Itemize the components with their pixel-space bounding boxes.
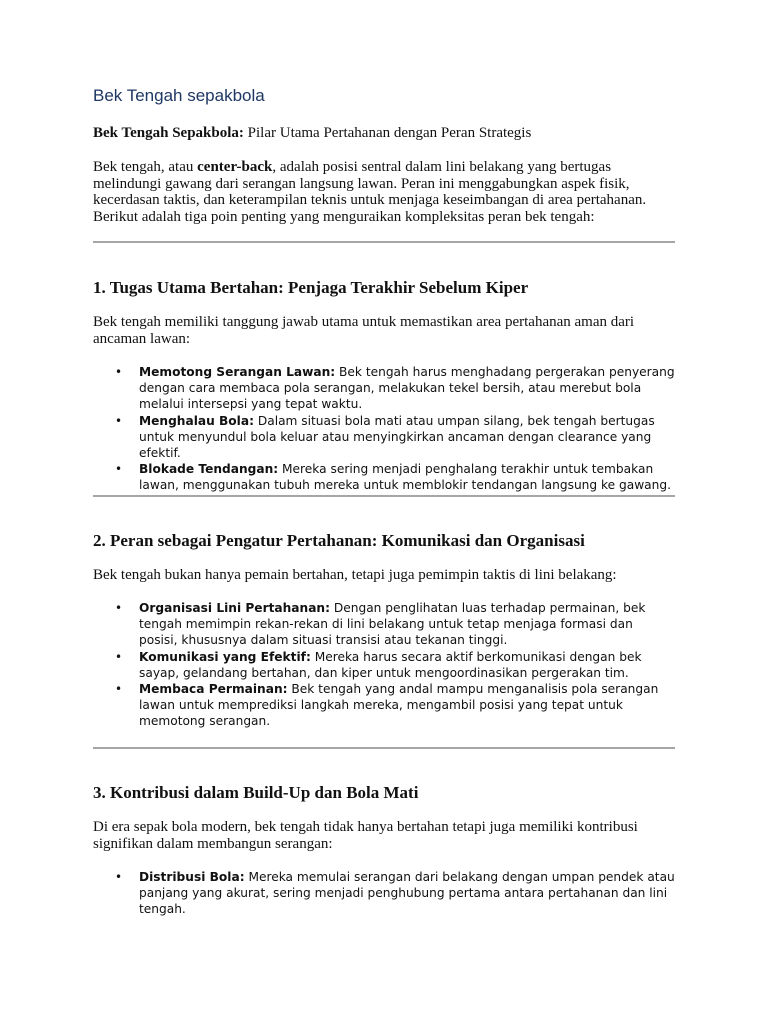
item-label: Membaca Permainan: [139, 682, 288, 697]
item-label: Komunikasi yang Efektif: [139, 649, 311, 664]
section-heading: 2. Peran sebagai Pengatur Pertahanan: Komunikasi dan Organisasi [93, 531, 585, 550]
document-subtitle [93, 125, 675, 142]
divider [93, 747, 675, 749]
bullet-icon: • [115, 413, 123, 428]
item-text: Dalam situasi bola mati atau umpan silang, bek tengah bertugas untuk menyundul bola keluar atau menyingkirkan ancaman dengan clearance yang efektif. [139, 413, 655, 461]
bullet-list [93, 869, 675, 918]
bullet-icon: • [115, 601, 123, 615]
subtitle-bold: Bek Tengah Sepakbola: [93, 125, 244, 141]
item-label: Distribusi Bola: [139, 870, 245, 884]
list-item [93, 649, 675, 681]
item-text: Dengan penglihatan luas terhadap permainan, bek tengah memimpin rekan-rekan di lini belakang untuk tetap menjaga formasi dan posisi, khususnya dalam situasi transisi atau tekanan tinggi. [139, 601, 646, 648]
intro-text-b: , adalah posisi sentral dalam lini belakang yang bertugas melindungi gawang dari serangan langsung lawan. Peran ini menggabungkan aspek fisik, kecerdasan taktis, dan keterampilan teknis untuk menjaga keseimbangan di area pertahanan. Berikut adalah tiga poin penting yang menguraikan kompleksitas peran bek tengah: [93, 159, 647, 225]
bullet-list [93, 600, 675, 730]
item-text: Mereka memulai serangan dari belakang dengan umpan pendek atau panjang yang akurat, sering menjadi penghubung pertama antara pertahanan dan lini tengah. [139, 870, 675, 917]
list-item [93, 681, 675, 730]
item-text: Mereka sering menjadi penghalang terakhir untuk tembakan lawan, menggunakan tubuh mereka untuk memblokir tendangan langsung ke gawang. [139, 462, 671, 493]
intro-bold-term: center-back [197, 159, 273, 175]
section-intro: Di era sepak bola modern, bek tengah tidak hanya bertahan tetapi juga memiliki kontribusi signifikan dalam membangun serangan: [93, 819, 638, 852]
item-text: Mereka harus secara aktif berkomunikasi dengan bek sayap, gelandang bertahan, dan kiper untuk mengoordinasikan pergerakan tim. [139, 649, 642, 680]
subtitle-rest: Pilar Utama Pertahanan dengan Peran Strategis [243, 125, 532, 141]
list-item [93, 869, 675, 918]
section-heading: 1. Tugas Utama Bertahan: Penjaga Terakhir Sebelum Kiper [93, 278, 529, 297]
intro-text-a: Bek tengah, atau [93, 159, 198, 175]
intro-paragraph [93, 159, 675, 225]
section-intro: Bek tengah memiliki tanggung jawab utama untuk memastikan area pertahanan aman dari ancaman lawan: [93, 314, 635, 347]
item-label: Menghalau Bola: [139, 413, 254, 428]
list-item [93, 413, 675, 462]
section-heading: 3. Kontribusi dalam Build-Up dan Bola Mati [93, 783, 419, 802]
bullet-icon: • [115, 462, 123, 477]
divider [93, 241, 675, 243]
bullet-icon: • [115, 870, 123, 884]
item-text: Bek tengah yang andal mampu menganalisis pola serangan lawan untuk memprediksi langkah mereka, mengambil posisi yang tepat untuk memotong serangan. [139, 682, 659, 729]
list-item [93, 600, 675, 649]
divider [93, 495, 675, 497]
bullet-icon: • [115, 649, 123, 664]
document-title: Bek Tengah sepakbola [93, 86, 265, 105]
bullet-icon: • [115, 682, 123, 697]
item-label: Blokade Tendangan: [139, 462, 279, 477]
section-intro: Bek tengah bukan hanya pemain bertahan, tetapi juga pemimpin taktis di lini belakang: [93, 567, 617, 583]
item-label: Organisasi Lini Pertahanan: [139, 601, 330, 615]
item-label: Memotong Serangan Lawan: [139, 365, 336, 379]
item-text: Bek tengah harus menghadang pergerakan penyerang dengan cara membaca pola serangan, melakukan tekel bersih, atau merebut bola melalui intersepsi yang tepat waktu. [139, 365, 675, 412]
bullet-list [93, 364, 675, 494]
bullet-icon: • [115, 365, 123, 379]
list-item [93, 364, 675, 413]
list-item [93, 461, 675, 493]
